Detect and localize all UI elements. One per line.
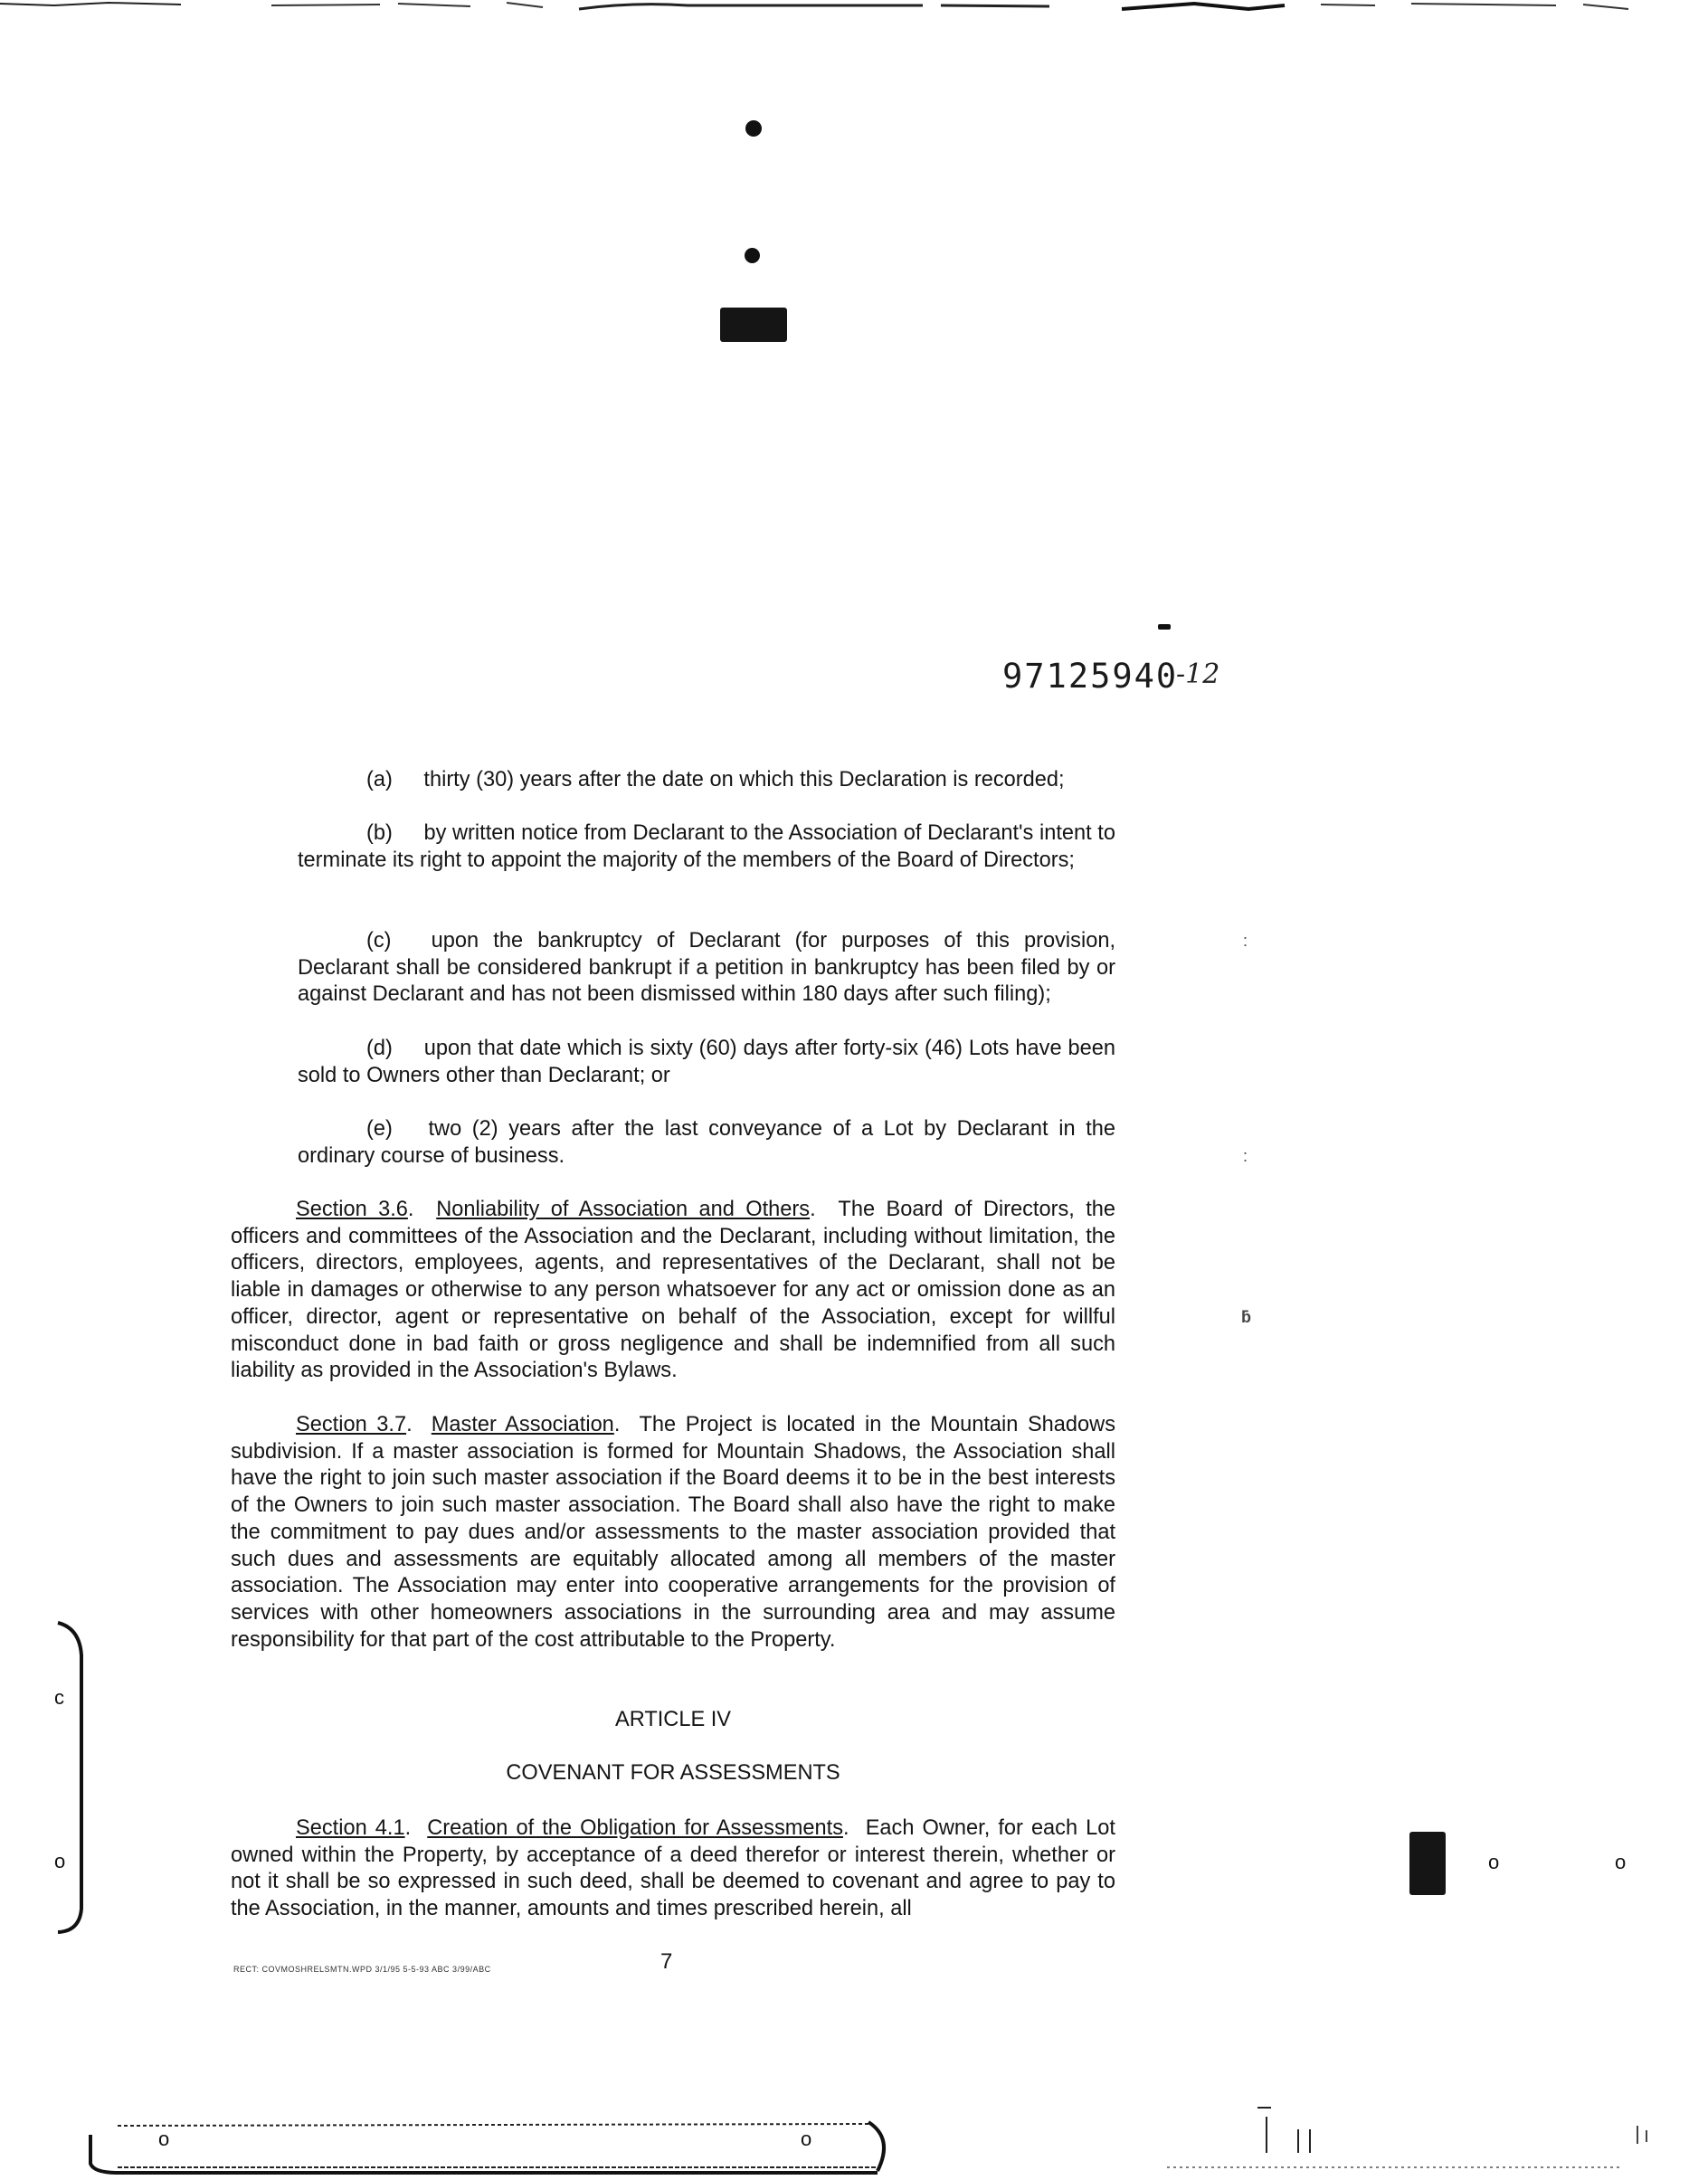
punch-hole-mark: c bbox=[54, 1686, 64, 1709]
document-number-handwritten-suffix: -12 bbox=[1176, 659, 1220, 690]
scan-dot bbox=[745, 120, 762, 137]
punch-hole-mark: o bbox=[1488, 1851, 1500, 1873]
section-title: Master Association bbox=[431, 1413, 614, 1436]
list-item bbox=[298, 1036, 1115, 1089]
bottom-right-scan-marks bbox=[1167, 2090, 1674, 2171]
punch-hole-mark: o bbox=[158, 2128, 170, 2150]
list-item bbox=[298, 820, 1115, 874]
top-scan-noise bbox=[0, 0, 1708, 20]
item-text: thirty (30) years after the date on which this Declaration is recorded; bbox=[423, 768, 1065, 791]
item-text: two (2) years after the last conveyance of a Lot by Declarant in the ordinary course of business. bbox=[298, 1117, 1115, 1168]
item-text: upon the bankruptcy of Declarant (for purposes of this provision, Declarant shall be considered bankrupt if a petition in bankruptcy has been filed by or against Declarant and has not been dismissed within 180 days after such filing); bbox=[298, 929, 1115, 1007]
section-body: Each Owner, for each Lot owned within the Property, by acceptance of a deed therefor or interest therein, whether or not it shall be so expressed in such deed, shall be deemed to covenant and agree to pay to the Association, in the manner, amounts and times prescribed herein, all bbox=[231, 1816, 1115, 1921]
scan-dot bbox=[1158, 624, 1171, 630]
margin-mark: : bbox=[1243, 1147, 1248, 1165]
item-label: (b) bbox=[366, 821, 393, 845]
section-3-6: Section 3.6. Nonliability of Association and Others. The Board of Directors, the officers and committees of the Association and the Declarant, including without limitation, the officers, directors, employees, agents, and representatives of the Declarant, shall not be liable in damages or otherwise to any person whatsoever for any act or omission done as an officer, director, agent or representative on behalf of the Association, except for willful misconduct done in bad faith or gross negligence and shall be indemnified from all such liability as provided in the Association's Bylaws. bbox=[231, 1198, 1116, 1383]
item-label: (c) bbox=[366, 929, 392, 953]
scan-dot bbox=[745, 248, 760, 263]
article-number: ARTICLE IV bbox=[614, 1708, 732, 1731]
item-text: upon that date which is sixty (60) days after forty-six (46) Lots have been sold to Owners other than Declarant; or bbox=[298, 1037, 1115, 1087]
redaction-block bbox=[720, 308, 787, 342]
list-item bbox=[366, 767, 1115, 794]
section-3-7: Section 3.7. Master Association. The Project is located in the Mountain Shadows subdivision. If a master association is formed for Mountain Shadows, the Association shall have the right to join such master association if the Board deems it to be in the best interests of the Owners to join such master association. The Board shall also have the right to make the commitment to pay dues and/or assessments to the master association provided that such dues and assessments are equitably allocated among all members of the master association. The Association may enter into cooperative arrangements for the provision of services with other homeowners associations in the surrounding area and may assume responsibility for that part of the cost attributable to the Property. bbox=[231, 1413, 1115, 1652]
item-text: by written notice from Declarant to the Association of Declarant's intent to terminate its right to appoint the majority of the members of the Board of Directors; bbox=[298, 821, 1115, 872]
right-tab-block bbox=[1409, 1832, 1446, 1895]
section-body: The Project is located in the Mountain Shadows subdivision. If a master association is formed for Mountain Shadows, the Association shall have the right to join such master association if the Board deems it to be in the best interests of the Owners to join such master association. The Board shall also have the right to make the commitment to pay dues and/or assessments to the master association provided that such dues and assessments are equitably allocated among all members of the master association. The Association may enter into cooperative arrangements for the provision of services with other homeowners associations in the surrounding area and may assume responsibility for that part of the cost attributable to the Property. bbox=[231, 1413, 1115, 1652]
section-body: The Board of Directors, the officers and committees of the Association and the Declarant, including without limitation, the officers, directors, employees, agents, and representatives of the Declarant, shall not be liable in damages or otherwise to any person whatsoever for any act or omission done as an officer, director, agent or representative on behalf of the Association, except for willful misconduct done in bad faith or gross negligence and shall be indemnified from all such liability as provided in the Association's Bylaws. bbox=[231, 1198, 1116, 1383]
item-label: (e) bbox=[366, 1117, 393, 1141]
section-number: Section 4.1 bbox=[296, 1816, 405, 1840]
section-title: Creation of the Obligation for Assessments bbox=[427, 1816, 843, 1840]
left-binding-bracket bbox=[54, 1619, 90, 1936]
margin-mark: ƃ bbox=[1241, 1308, 1251, 1326]
page-number: 7 bbox=[660, 1949, 673, 1974]
section-number: Section 3.7 bbox=[296, 1413, 407, 1436]
section-title: Nonliability of Association and Others bbox=[436, 1198, 811, 1221]
list-item bbox=[298, 1116, 1115, 1170]
margin-mark: : bbox=[1243, 932, 1248, 950]
punch-hole-mark: o bbox=[1615, 1851, 1627, 1873]
section-4-1: Section 4.1. Creation of the Obligation for Assessments. Each Owner, for each Lot owned within the Property, by acceptance of a deed therefor or interest therein, whether or not it shall be so expressed in such deed, shall be deemed to covenant and agree to pay to the Association, in the manner, amounts and times prescribed herein, all bbox=[231, 1816, 1115, 1921]
footer-file-code: RECT: COVMOSHRELSMTN.WPD 3/1/95 5-5-93 ABC 3/99/ABC bbox=[233, 1965, 491, 1974]
punch-hole-mark: o bbox=[54, 1850, 66, 1872]
list-item bbox=[298, 928, 1115, 1009]
bottom-binding-strip bbox=[81, 2117, 905, 2178]
item-label: (d) bbox=[366, 1037, 393, 1060]
section-number: Section 3.6 bbox=[296, 1198, 408, 1221]
document-number: 97125940 bbox=[1002, 657, 1179, 696]
punch-hole-mark: o bbox=[801, 2128, 812, 2150]
item-label: (a) bbox=[366, 768, 393, 791]
article-title: COVENANT FOR ASSESSMENTS bbox=[506, 1761, 840, 1785]
